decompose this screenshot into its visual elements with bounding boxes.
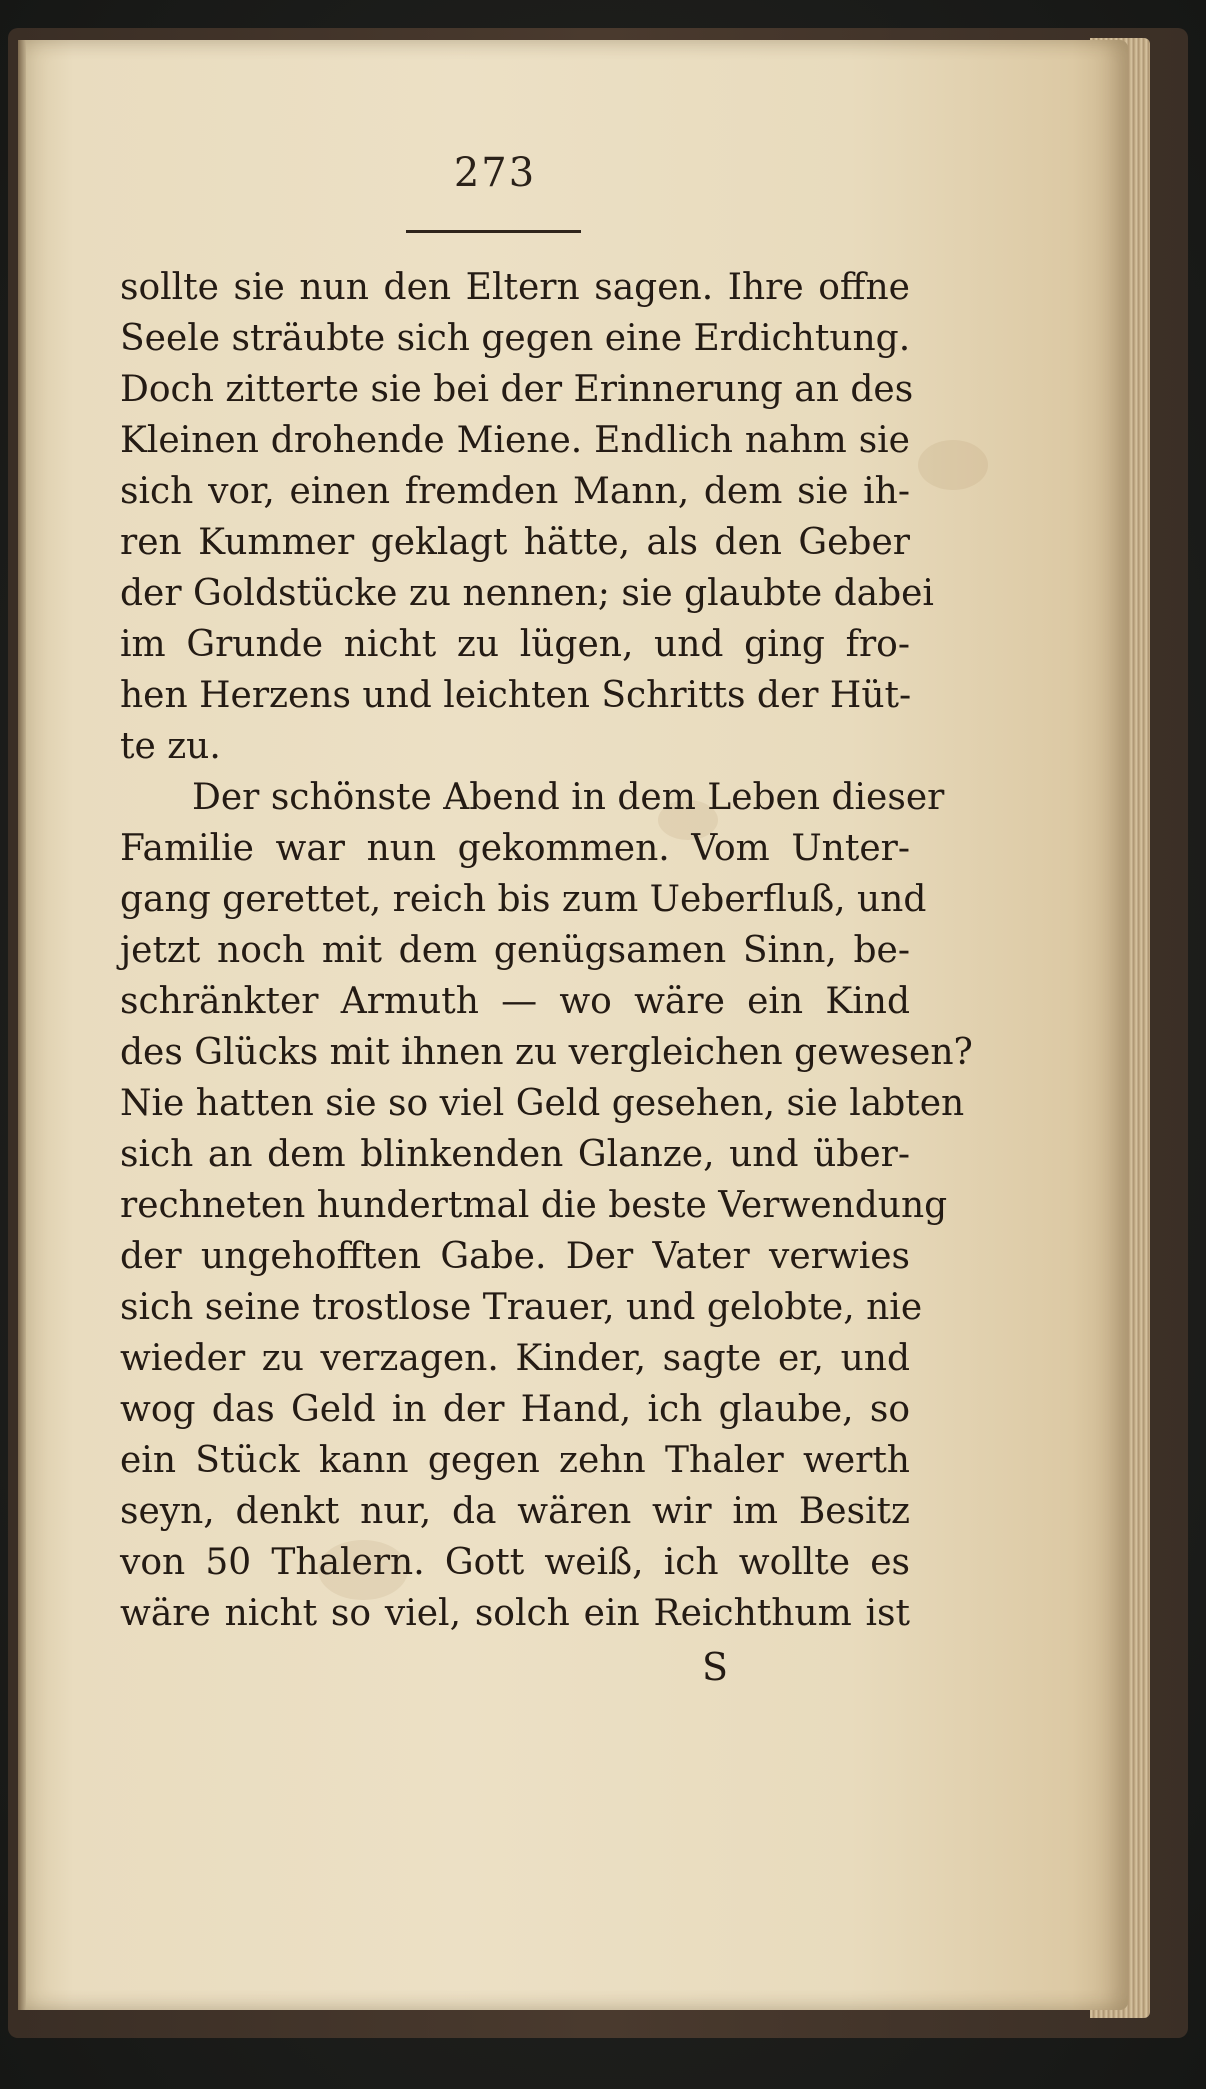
paper-stain [918, 440, 988, 490]
text-line: seyn, denkt nur, da wären wir im Besitz [120, 1491, 910, 1532]
text-line: Nie hatten sie so viel Geld gesehen, sie labten [120, 1083, 965, 1124]
text-line: gang gerettet, reich bis zum Ueberfluß, und [120, 879, 927, 920]
text-line: Seele sträubte sich gegen eine Erdichtung. [120, 318, 911, 359]
text-line: wog das Geld in der Hand, ich glaube, so [120, 1389, 910, 1430]
paragraph-start-line: Der schönste Abend in dem Leben dieser [192, 777, 945, 818]
text-line: te zu. [120, 726, 221, 767]
text-line: Familie war nun gekommen. Vom Unter- [120, 828, 910, 869]
text-line: jetzt noch mit dem genügsamen Sinn, be- [120, 930, 910, 971]
text-line: von 50 Thalern. Gott weiß, ich wollte es [120, 1542, 910, 1583]
text-line: Kleinen drohende Miene. Endlich nahm sie [120, 420, 910, 461]
text-line: der ungehofften Gabe. Der Vater verwies [120, 1236, 910, 1277]
text-line: hen Herzens und leichten Schritts der Hüt- [120, 675, 912, 716]
text-line: sollte sie nun den Eltern sagen. Ihre offne [120, 267, 910, 308]
text-line: rechneten hundertmal die beste Verwendung [120, 1185, 948, 1226]
text-line: Doch zitterte sie bei der Erinnerung an des [120, 369, 914, 410]
text-line: sich an dem blinkenden Glanze, und über- [120, 1134, 910, 1175]
text-line: sich seine trostlose Trauer, und gelobte, nie [120, 1287, 923, 1328]
page-gutter [18, 40, 26, 2010]
text-line: im Grunde nicht zu lügen, und ging fro- [120, 624, 910, 665]
text-line: wäre nicht so viel, solch ein Reichthum ist [120, 1593, 910, 1634]
header-rule [406, 230, 581, 233]
text-line: der Goldstücke zu nennen; sie glaubte dabei [120, 573, 934, 614]
text-line: wieder zu verzagen. Kinder, sagte er, und [120, 1338, 910, 1379]
text-line: schränkter Armuth — wo wäre ein Kind [120, 981, 910, 1022]
text-line: ein Stück kann gegen zehn Thaler werth [120, 1440, 910, 1481]
page-number: 273 [453, 150, 537, 196]
text-line: ren Kummer geklagt hätte, als den Geber [120, 522, 910, 563]
text-line: sich vor, einen fremden Mann, dem sie ih- [120, 471, 910, 512]
signature-mark: S [701, 1645, 729, 1689]
body-text [120, 262, 973, 1639]
text-line: des Glücks mit ihnen zu vergleichen gewesen? [120, 1032, 973, 1073]
